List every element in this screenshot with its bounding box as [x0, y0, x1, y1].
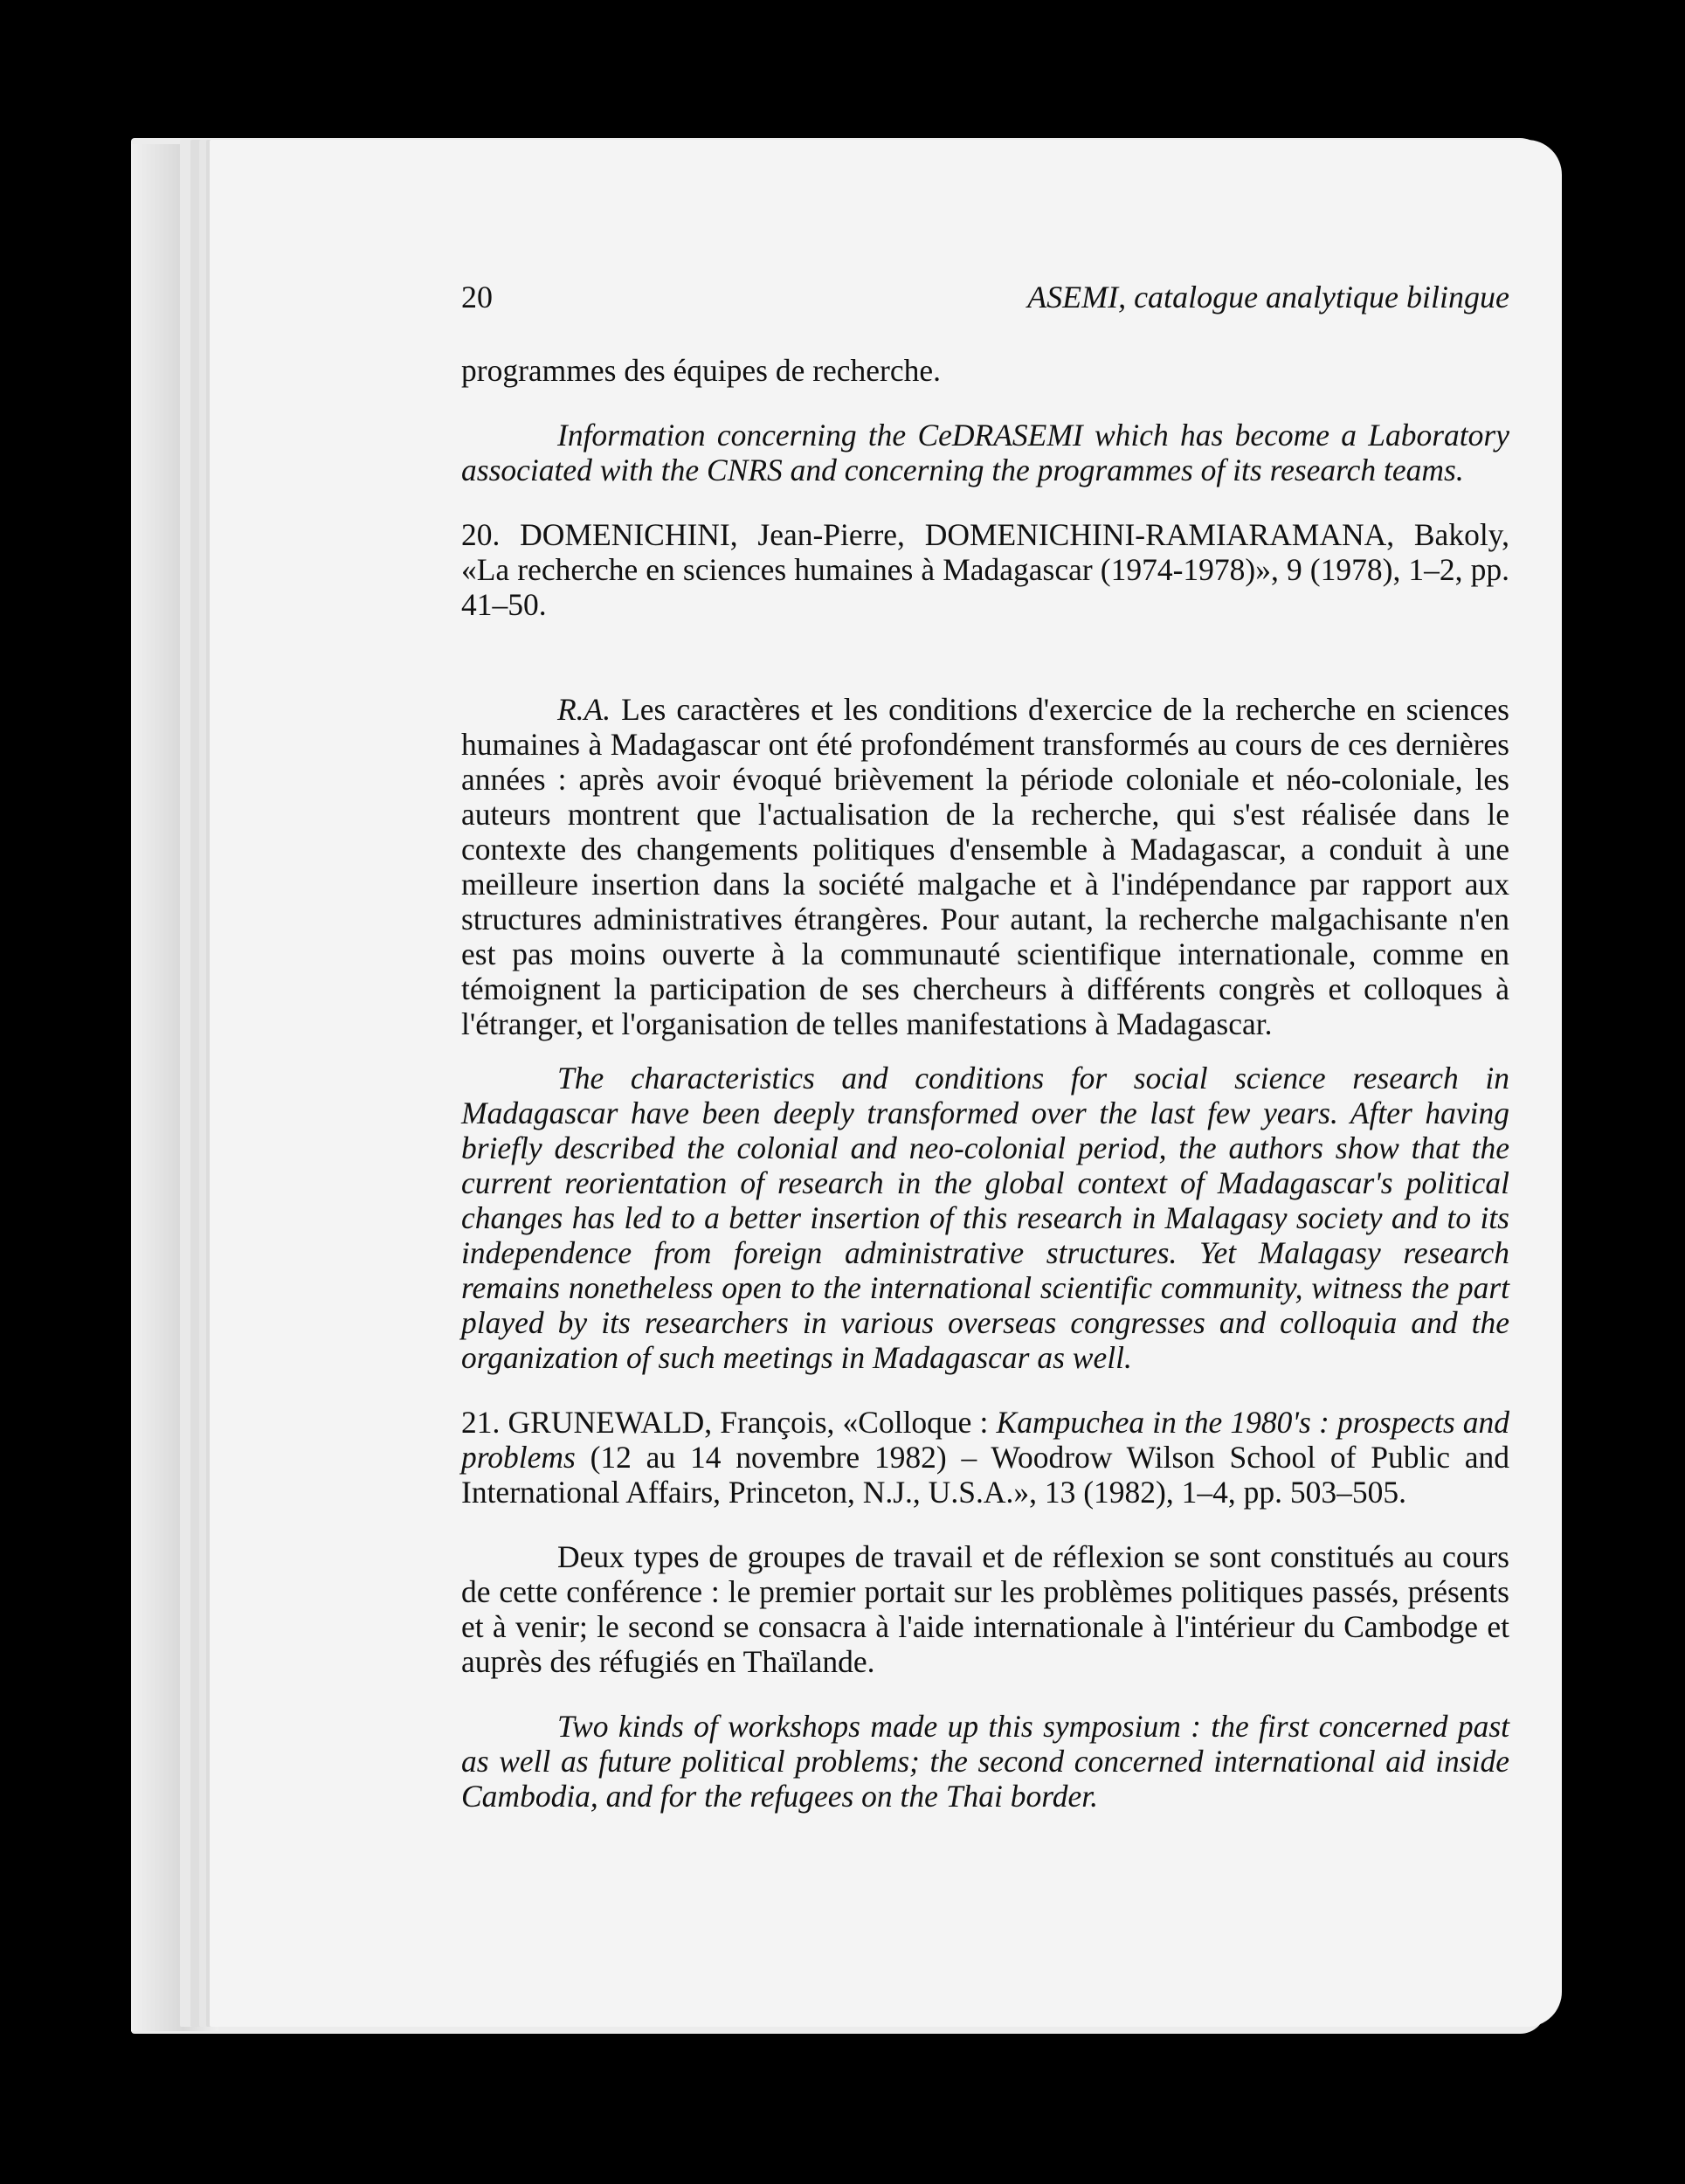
entry-20-french-abstract [461, 692, 1509, 1041]
entry-21-french-abstract: Deux types de groupes de travail et de réflexion se sont constitués au cours de cette conférence : le premier portait sur les problèmes politiques passés, présents et à venir; le second se consacra à l'aide internationale à l'intérieur du Cambodge et auprès des réfugiés en Thaïlande. [461, 1539, 1509, 1679]
continued-text: programmes des équipes de recherche. [461, 353, 942, 388]
page-content [461, 280, 1509, 1814]
running-header [461, 280, 1509, 314]
abstract-label: R.A. [557, 692, 611, 727]
citation-colloquium-title: Kampuchea in the 1980's : prospects and problems [461, 1405, 1509, 1475]
entry-20-citation: 20. DOMENICHINI, Jean-Pierre, DOMENICHINI-RAMIARAMANA, Bakoly, «La recherche en sciences humaines à Madagascar (1974-1978)», 9 (1978), 1–2, pp. 41–50. [461, 517, 1509, 622]
page-number: 20 [461, 280, 493, 314]
entry-21-citation [461, 1405, 1509, 1510]
running-title: ASEMI, catalogue analytique bilingue [1027, 280, 1509, 314]
citation-details: (12 au 14 novembre 1982) – Woodrow Wilson School of Public and International Affairs, Princeton, N.J., U.S.A.», 13 (1982), 1–4, pp. 503–505. [461, 1440, 1509, 1510]
entry-20-english-abstract: The characteristics and conditions for social science research in Madagascar have been deeply transformed over the last few years. After having briefly described the colonial and neo-colonial period, the authors show that the current reorientation of research in the global context of Madagascar's political changes has led to a better insertion of this research in Malagasy society and to its independence from foreign administrative structures. Yet Malagasy research remains nonetheless open to the international scientific community, witness the part played by its researchers in various overseas congresses and colloquia and the organization of such meetings in Madagascar as well. [461, 1061, 1509, 1375]
page-edges [131, 144, 218, 2031]
abstract-text: Les caractères et les conditions d'exercice de la recherche en sciences humaines à Madagascar ont été profondément transformés au cours de ces dernières années : après avoir évoqué brièvement la période coloniale et néo-coloniale, les auteurs montrent que l'actualisation de la recherche, qui s'est réalisée dans le contexte des changements politiques d'ensemble à Madagascar, a conduit à une meilleure insertion dans la société malgache et à l'indépendance par rapport aux structures administratives étrangères. Pour autant, la recherche malgachisante n'en est pas moins ouverte à la communauté scientifique internationale, comme en témoignent la participation de ses chercheurs à différents congrès et colloques à l'étranger, et l'organisation de telles manifestations à Madagascar. [461, 692, 1510, 1041]
english-summary-19: Information concerning the CeDRASEMI which has become a Laboratory associated with the CNRS and concerning the programmes of its research teams. [461, 418, 1509, 487]
citation-author: 21. GRUNEWALD, François, «Colloque : [461, 1405, 997, 1440]
entry-21-english-abstract: Two kinds of workshops made up this symposium : the first concerned past as well as future political problems; the second concerned international aid inside Cambodia, and for the refugees on the Thai border. [461, 1709, 1509, 1814]
